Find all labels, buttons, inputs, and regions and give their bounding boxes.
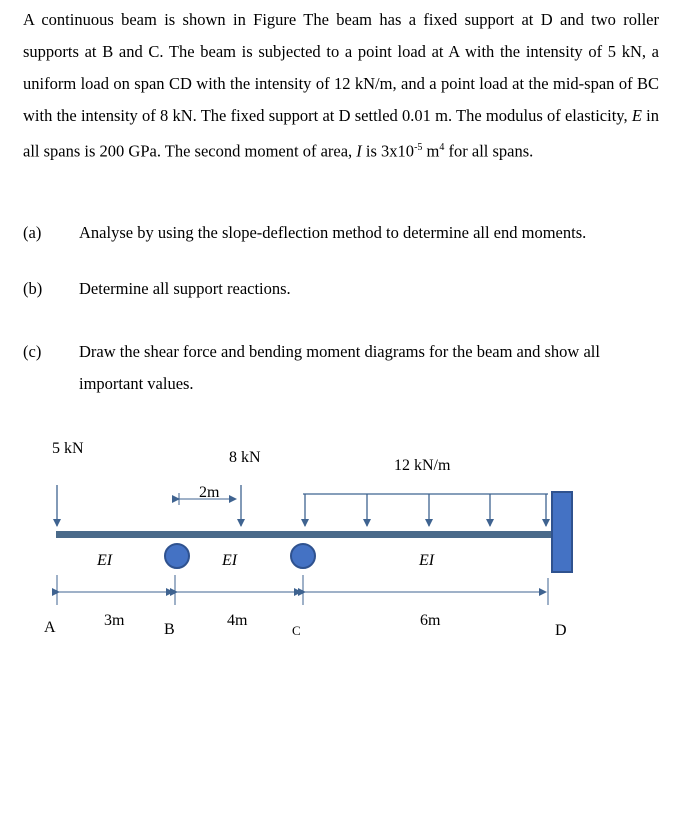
span-ab-label: 3m xyxy=(104,612,125,629)
support-label-a: A xyxy=(44,619,56,636)
roller-support-b xyxy=(165,544,189,568)
udl-label: 12 kN/m xyxy=(394,457,451,474)
question-text: Determine all support reactions. xyxy=(79,279,291,298)
question-label: (c) xyxy=(23,342,42,361)
fixed-support-d xyxy=(552,492,572,572)
ei-label-ab: EI xyxy=(97,552,113,569)
roller-support-c xyxy=(291,544,315,568)
half-span-label: 2m xyxy=(199,484,220,501)
support-label-c: C xyxy=(292,623,301,638)
support-label-b: B xyxy=(164,621,175,638)
inertia-symbol: I xyxy=(356,141,362,161)
load-label-a: 5 kN xyxy=(52,440,84,457)
beam xyxy=(56,531,552,538)
question-text: Draw the shear force and bending moment diagrams for the beam and show all important values. xyxy=(79,342,600,393)
span-cd-label: 6m xyxy=(420,612,441,629)
question-text: Analyse by using the slope-deflection method to determine all end moments. xyxy=(79,223,587,242)
ei-label-cd: EI xyxy=(419,552,435,569)
problem-statement: A continuous beam is shown in Figure The beam has a fixed support at D and two roller supports at B and C. The beam is subjected to a point load at A with the intensity of 5 kN, a uniform load on span CD with the intensity of 12 kN/m, and a point load at the mid-span of BC with the intensity of 8 kN. The fixed support at D settled 0.01 m. The modulus of elasticity, E in all spans is 200 GPa. The second moment of area, I is $3x10^{-5}$ $m^4$ for all spans. xyxy=(23,10,659,161)
question-label: (b) xyxy=(23,279,43,298)
modulus-symbol: E xyxy=(631,106,642,125)
question-label: (a) xyxy=(23,223,42,242)
beam-diagram xyxy=(0,430,678,650)
support-label-d: D xyxy=(555,622,567,639)
ei-label-bc: EI xyxy=(222,552,238,569)
load-label-bc: 8 kN xyxy=(229,449,261,466)
span-bc-label: 4m xyxy=(227,612,248,629)
